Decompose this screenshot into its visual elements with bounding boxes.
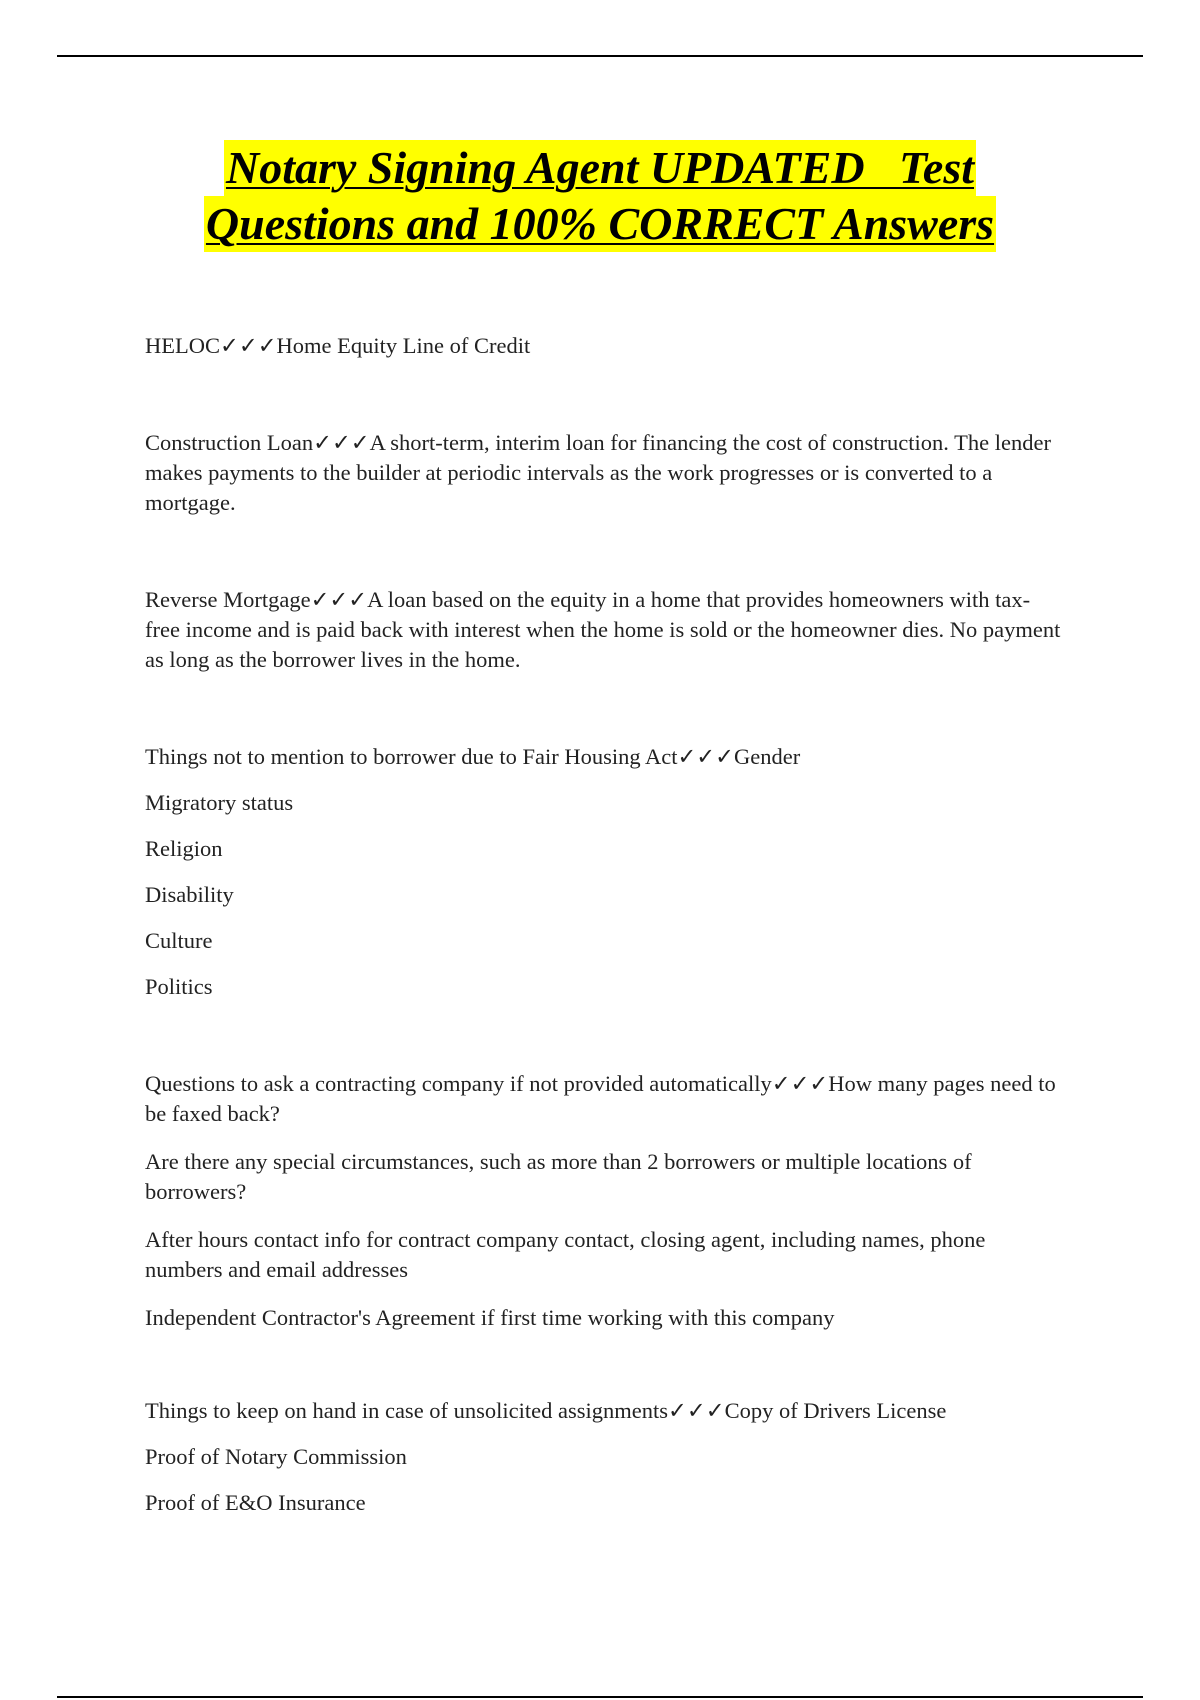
list-item: Are there any special circumstances, such as more than 2 borrowers or multiple locations of borrowers?	[145, 1149, 972, 1204]
entry-heloc	[145, 331, 1065, 361]
list-item: Culture	[145, 928, 213, 953]
entry-unsolicited-assignments	[145, 1396, 1065, 1518]
entry-construction-loan	[145, 428, 1065, 518]
list-item: Proof of E&O Insurance	[145, 1490, 366, 1515]
entry-fair-housing	[145, 742, 1065, 1002]
document-title	[0, 140, 1200, 252]
list-item: Politics	[145, 974, 213, 999]
title-line-2: Questions and 100% CORRECT Answers	[204, 196, 996, 252]
entry-text: HELOC✓✓✓Home Equity Line of Credit	[145, 333, 531, 358]
list-item: Disability	[145, 882, 234, 907]
list-item: After hours contact info for contract company contact, closing agent, including names, phone numbers and email addresses	[145, 1227, 986, 1282]
title-line-1: Notary Signing Agent UPDATED Test	[224, 140, 976, 196]
bottom-rule	[57, 1696, 1143, 1698]
list-item: Independent Contractor's Agreement if first time working with this company	[145, 1305, 835, 1330]
entry-contracting-company-questions	[145, 1069, 1065, 1333]
entry-reverse-mortgage	[145, 585, 1065, 675]
list-item: Proof of Notary Commission	[145, 1444, 407, 1469]
entry-text: Things to keep on hand in case of unsolicited assignments✓✓✓Copy of Drivers License	[145, 1398, 947, 1423]
list-item: Religion	[145, 836, 223, 861]
entry-text: Reverse Mortgage✓✓✓A loan based on the equity in a home that provides homeowners with tax-free income and is paid back with interest when the home is sold or the homeowner dies. No payment as long as the borrower lives in the home.	[145, 587, 1061, 672]
list-item: Migratory status	[145, 790, 294, 815]
entry-text: Things not to mention to borrower due to Fair Housing Act✓✓✓Gender	[145, 744, 801, 769]
entry-text: Questions to ask a contracting company if not provided automatically✓✓✓How many pages need to be faxed back?	[145, 1071, 1056, 1126]
top-rule	[57, 55, 1143, 57]
entry-text: Construction Loan✓✓✓A short-term, interim loan for financing the cost of construction. The lender makes payments to the builder at periodic intervals as the work progresses or is converted to a mortgage.	[145, 430, 1051, 515]
